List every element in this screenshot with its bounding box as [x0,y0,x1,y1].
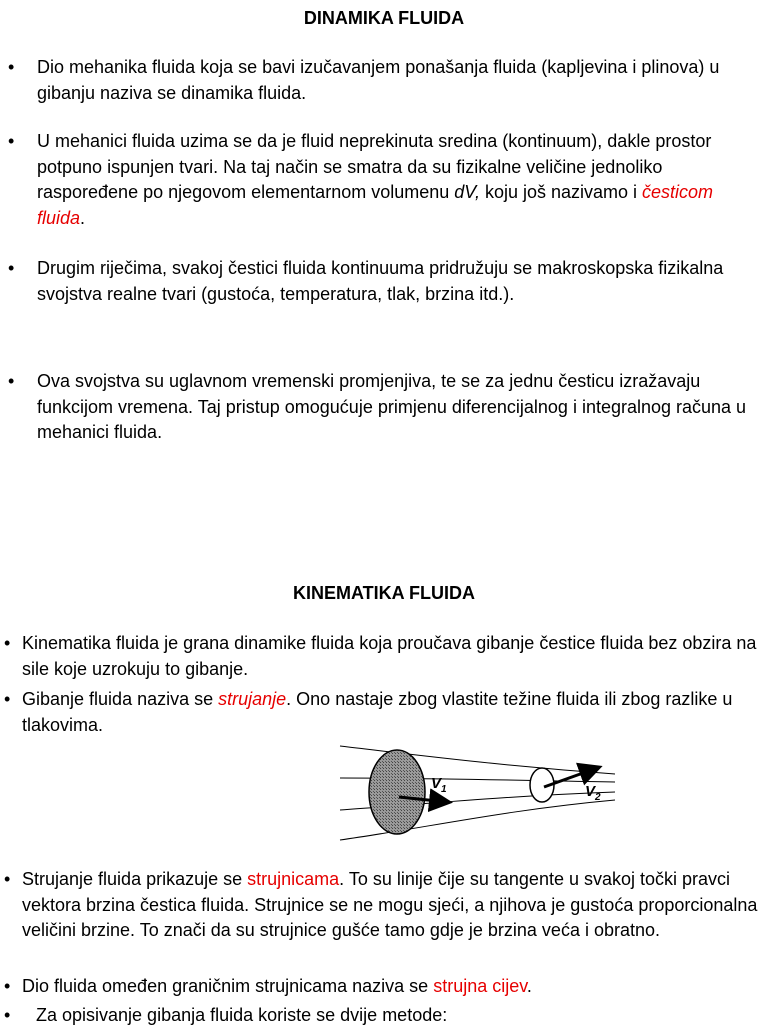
text-segment: . [526,976,532,996]
bullet-text [37,129,748,231]
text-segment: Gibanje fluida naziva se [22,689,219,709]
text-segment: . Ono nastaje zbog vlastite težine fluida ili zbog razlike u tlakovima. [22,689,733,735]
list-item [4,867,764,944]
bullet-marker: • [8,258,15,278]
list-item [8,256,748,307]
label-v1: $V_1$ [431,775,447,795]
highlighted-term: strujna cijev [433,976,527,996]
bullet-marker: • [4,869,11,889]
bullet-marker: • [8,57,15,77]
stream-tube-diagram [335,738,620,848]
cross-section-large [369,750,425,834]
highlighted-term: česticom fluida [37,182,714,228]
bullet-marker: • [8,371,15,391]
text-segment: koju još nazivamo i [479,182,643,202]
list-item [8,129,748,231]
highlighted-term: strujanje [218,689,287,709]
list-item [4,687,764,738]
text-segment: . To su linije čije su tangente u svakoj točki pravci vektora brzina čestica fluida. Strujnice se ne mogu sjeći, a njihova je gustoća proporcionalna veličini brzine. To znači da su strujnice gušće tamo gdje je brzina veća i obratno. [22,869,758,940]
section-title-dinamika: DINAMIKA FLUIDA [303,8,465,28]
bullet-text: Dio mehanika fluida koja se bavi izučavanjem ponašanja fluida (kapljevina i plinova) u gibanju naziva se dinamika fluida. [37,57,720,103]
bullet-marker: • [4,689,11,709]
list-item [8,55,748,106]
list-item [4,974,764,1000]
bullet-text [22,867,764,944]
list-item [4,1003,764,1029]
list-item [4,631,764,682]
section-title-kinematika: KINEMATIKA FLUIDA [293,583,475,603]
bullet-marker: • [4,1005,11,1025]
bullet-marker: • [4,976,11,996]
math-symbol: dV, [454,182,480,202]
list-item [8,369,748,446]
bullet-marker: • [8,131,15,151]
bullet-text: Drugim riječima, svakoj čestici fluida kontinuuma pridružuju se makroskopska fizikalna svojstva realne tvari (gustoća, temperatura, tlak, brzina itd.). [37,258,724,304]
text-segment: Strujanje fluida prikazuje se [22,869,248,889]
bullet-marker: • [4,633,11,653]
bullet-text: Za opisivanje gibanja fluida koriste se dvije metode: [36,1005,448,1025]
highlighted-term: strujnicama [247,869,340,889]
text-segment: U mehanici fluida uzima se da je fluid neprekinuta sredina (kontinuum), dakle prostor potpuno ispunjen tvari. Na taj način se smatra da su fizikalne veličine jednoliko raspoređene po njegovom elementarnom volumenu [37,131,712,202]
label-v2: $V_2$ [585,783,601,803]
bullet-text [22,687,764,738]
text-segment: Dio fluida omeđen graničnim strujnicama naziva se [22,976,434,996]
bullet-text [22,974,764,1000]
bullet-text: Kinematika fluida je grana dinamike fluida koja proučava gibanje čestice fluida bez obzira na sile koje uzrokuju to gibanje. [22,633,757,679]
bullet-text: Ova svojstva su uglavnom vremenski promjenjiva, te se za jednu česticu izražavaju funkcijom vremena. Taj pristup omogućuje primjenu diferencijalnog i integralnog računa u mehanici fluida. [37,371,747,442]
text-segment: . [80,207,86,228]
